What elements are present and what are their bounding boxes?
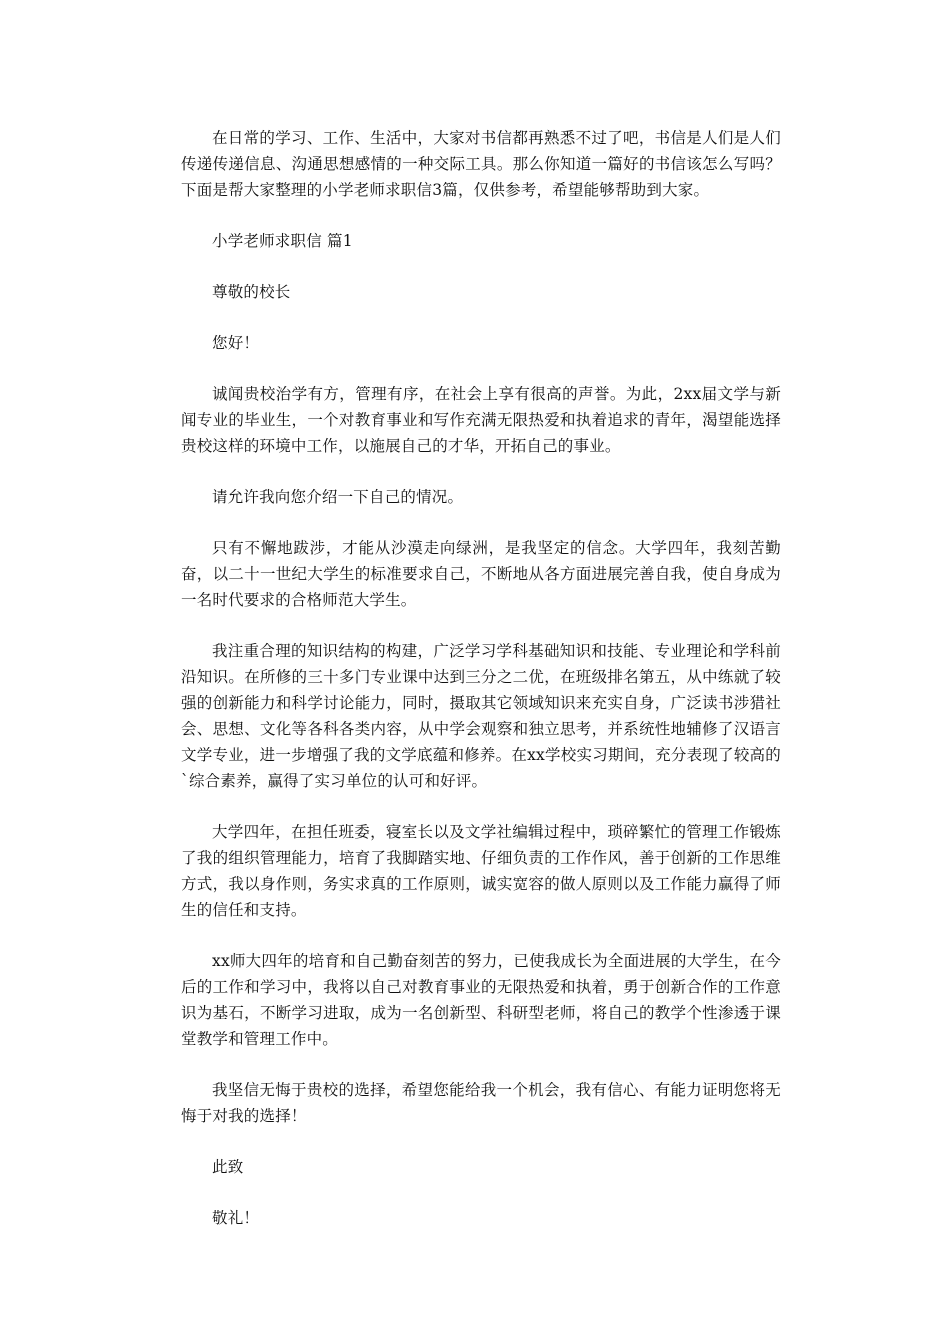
body-paragraph: 我注重合理的知识结构的构建，广泛学习学科基础知识和技能、专业理论和学科前沿知识。在所修的三十多门专业课中达到三分之二优，在班级排名第五，从中练就了较强的创新能力和科学讨论能力，同时，摄取其它领域知识来充实自身，广泛读书涉猎社会、思想、文化等各科各类内容，从中学会观察和独立思考，并系统性地辅修了汉语言文学专业，进一步增强了我的文学底蕴和修养。在xx学校实习期间，充分表现了较高的`综合素养，赢得了实习单位的认可和好评。 bbox=[181, 642, 781, 790]
closing: 此致 bbox=[212, 1158, 244, 1176]
document-body bbox=[181, 125, 781, 1256]
body-paragraph: 诚闻贵校治学有方，管理有序，在社会上享有很高的声誉。为此，2xx届文学与新闻专业的毕业生，一个对教育事业和写作充满无限热爱和执着追求的青年，渴望能选择贵校这样的环境中工作，以施展自己的才华，开拓自己的事业。 bbox=[181, 385, 781, 455]
section-title: 小学老师求职信 篇1 bbox=[212, 232, 353, 250]
body-paragraph: 大学四年，在担任班委，寝室长以及文学社编辑过程中，琐碎繁忙的管理工作锻炼了我的组织管理能力，培育了我脚踏实地、仔细负责的工作作风，善于创新的工作思维方式，我以身作则，务实求真的工作原则，诚实宽容的做人原则以及工作能力赢得了师生的信任和支持。 bbox=[181, 823, 781, 919]
intro-paragraph: 在日常的学习、工作、生活中，大家对书信都再熟悉不过了吧，书信是人们是人们传递传递信息、沟通思想感情的一种交际工具。那么你知道一篇好的书信该怎么写吗？下面是帮大家整理的小学老师求职信3篇，仅供参考，希望能够帮助到大家。 bbox=[181, 129, 781, 199]
body-paragraph: 我坚信无悔于贵校的选择，希望您能给我一个机会，我有信心、有能力证明您将无悔于对我的选择！ bbox=[181, 1081, 781, 1125]
greeting: 您好！ bbox=[212, 334, 260, 352]
regards: 敬礼！ bbox=[212, 1209, 260, 1227]
salutation: 尊敬的校长 bbox=[212, 283, 291, 301]
body-paragraph: 请允许我向您介绍一下自己的情况。 bbox=[212, 488, 464, 506]
body-paragraph: 只有不懈地跋涉，才能从沙漠走向绿洲，是我坚定的信念。大学四年，我刻苦勤奋，以二十一世纪大学生的标准要求自己，不断地从各方面进展完善自我，使自身成为一名时代要求的合格师范大学生。 bbox=[181, 539, 781, 609]
body-paragraph: xx师大四年的培育和自己勤奋刻苦的努力，已使我成长为全面进展的大学生，在今后的工作和学习中，我将以自己对教育事业的无限热爱和执着，勇于创新合作的工作意识为基石，不断学习进取，成为一名创新型、科研型老师，将自己的教学个性渗透于课堂教学和管理工作中。 bbox=[181, 952, 781, 1048]
